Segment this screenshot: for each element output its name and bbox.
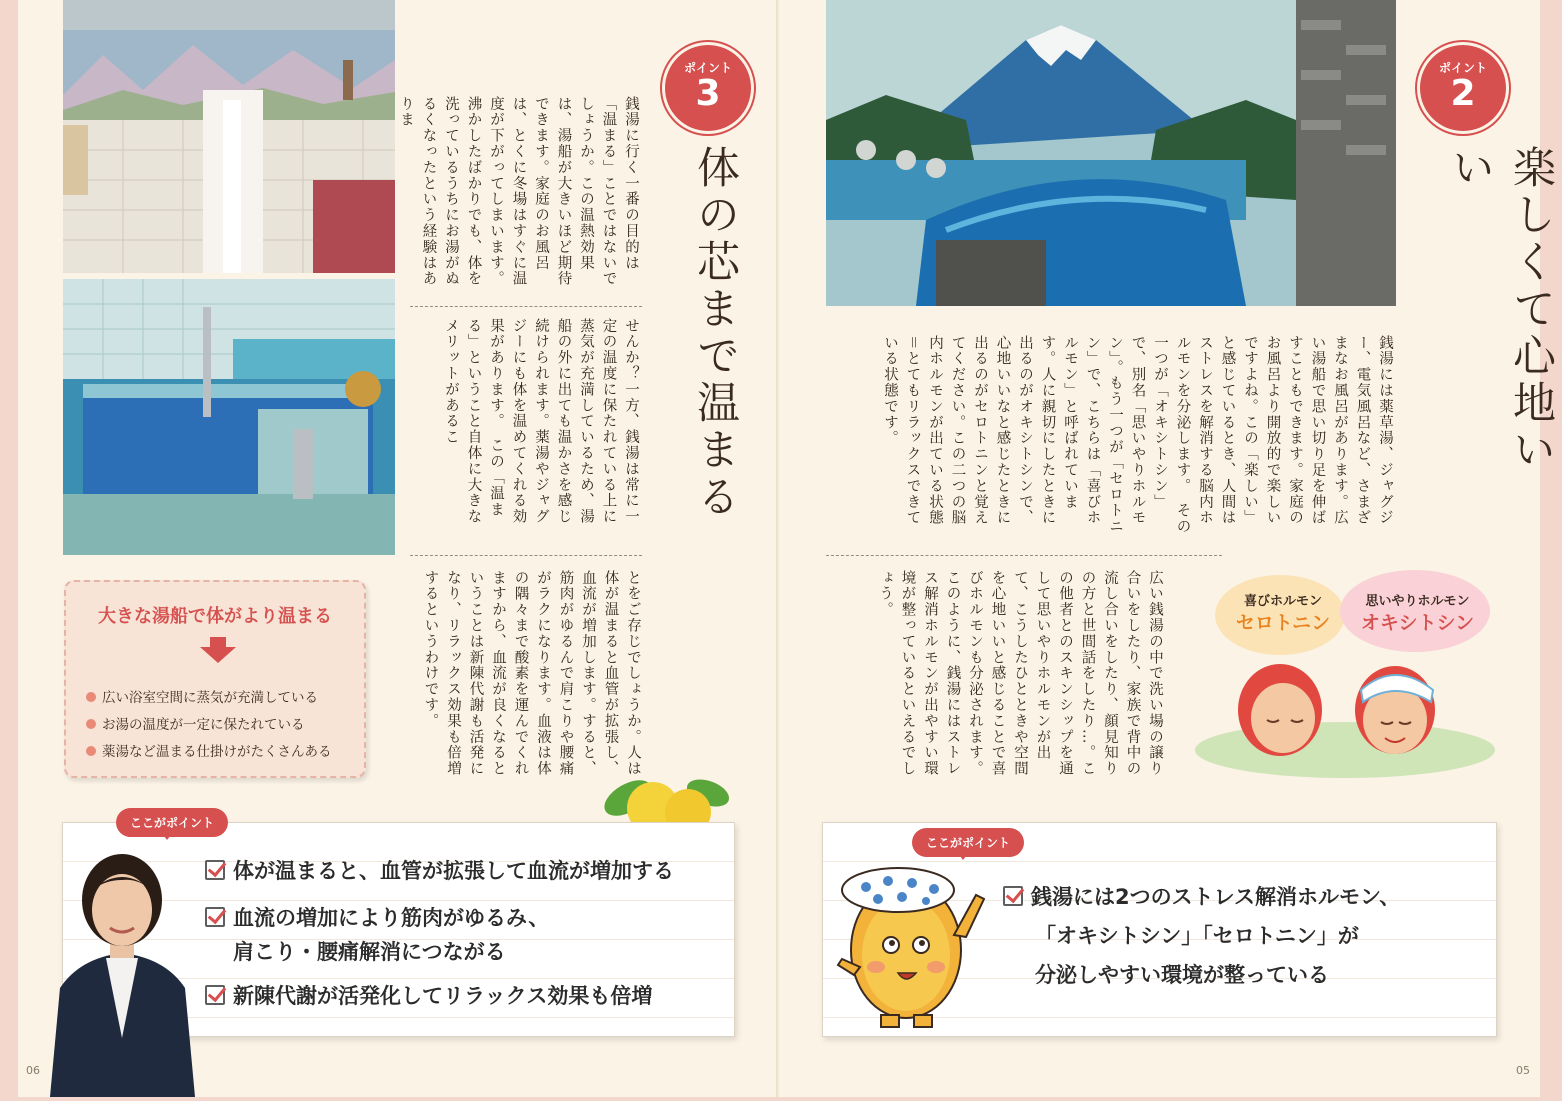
checkbox-icon: [205, 860, 225, 880]
point3-paragraph-1: 銭湯に行く一番の目的は「温まる」ことではないでしょうか。この温熱効果は、湯船が大きいほど期待できます。家庭のお風呂は、とくに冬場はすぐに温度が下がってしまいます。沸かしたばかりでも、体を洗っているうちにお湯がぬるくなったという経験はありま: [398, 96, 639, 287]
summary-item: [86, 740, 332, 760]
checkbox-icon: [205, 985, 225, 1005]
bullet-dot-icon: [86, 719, 96, 729]
down-arrow-icon: [200, 647, 236, 663]
point3-paragraph-2: せんか？一方、銭湯は常に一定の温度に保たれている上に蒸気が充満しているため、湯船の外に出ても温かさを感じ続けられます。薬湯やジャグジーにも体を温めてくれる効果があります。 この「温まる」ということ自体に大きなメリットがあるこ: [443, 318, 639, 525]
left-point-bubble: ここがポイント: [116, 808, 228, 837]
joy-hormone-name: セロトニン: [1235, 612, 1331, 634]
left-point-item-text: 体が温まると、血管が拡張して血流が増加する: [233, 859, 674, 883]
bullet-dot-icon: [86, 746, 96, 756]
summary-item-text: お湯の温度が一定に保たれている: [102, 717, 305, 733]
care-hormone-caption: 思いやりホルモン: [1365, 594, 1470, 609]
summary-item: [86, 713, 305, 733]
point3-paragraph-3: とをご存じでしょうか。人は体が温まると血管が拡張し、血流が増加します。すると、筋肉がゆるんで肩こりや腰痛がラクになります。血液は体の隅々まで酸素を運んでくれますから、血流が良くなるということは新陳代謝も活発になり、リラックス効果も倍増するというわけです。: [422, 570, 641, 777]
left-point-item-text: 新陳代謝が活発化してリラックス効果も倍増: [233, 984, 653, 1008]
summary-item-text: 薬湯など温まる仕掛けがたくさんある: [102, 744, 332, 760]
mascot-illustration: [836, 855, 996, 1030]
right-point-line: 「オキシトシン」「セロトニン」が: [1035, 924, 1359, 948]
divider: [410, 306, 642, 307]
fuji-mural-photo: [826, 0, 1396, 306]
divider: [826, 555, 1222, 556]
summary-item-text: 広い浴室空間に蒸気が充満している: [102, 690, 318, 706]
care-hormone-name: オキシトシン: [1360, 612, 1475, 634]
right-point-bubble: ここがポイント: [912, 828, 1024, 857]
checkbox-icon: [1003, 886, 1023, 906]
bathers-illustration: [1195, 630, 1500, 775]
point2-badge-number: 2: [1450, 73, 1476, 114]
page-number-right: 05: [1516, 1064, 1530, 1077]
joy-hormone-caption: 喜びホルモン: [1243, 594, 1322, 609]
down-arrow-icon-stem: [210, 637, 226, 647]
right-point-line: 分泌しやすい環境が整っている: [1035, 963, 1329, 987]
left-point-item: [205, 980, 652, 1010]
right-point-line-text: 銭湯には2つのストレス解消ホルモン、: [1031, 885, 1401, 909]
left-point-item-text: 血流の増加により筋肉がゆるみ、: [233, 906, 550, 930]
page-number-left: 06: [26, 1064, 40, 1077]
presenter-photo: [40, 848, 205, 1097]
bullet-dot-icon: [86, 692, 96, 702]
point3-badge-number: 3: [695, 73, 721, 114]
summary-item: [86, 686, 318, 706]
bathhouse-photo-mural: [63, 0, 395, 273]
point3-title: 体の芯まで温まる: [690, 145, 740, 521]
left-point-item: [205, 902, 549, 932]
divider: [410, 555, 642, 556]
left-point-item: [205, 855, 674, 885]
left-point-item-continued: 肩こり・腰痛解消につながる: [233, 940, 506, 964]
summary-box: [64, 580, 366, 778]
hormones-illustration: [1195, 570, 1500, 775]
point2-paragraph-2: 広い銭湯の中で洗い場の譲り合いをしたり、家族で背中の流し合いをしたり、顔見知りの方と世間話をしたり…。この他者とのスキンシップを通して思いやりホルモンが出て、こうしたひとときや空間を心地いいと感じることで喜びホルモンも分泌されます。このように、銭湯にはストレス解消ホルモンが出やすい環境が整っているといえるでしょう。: [877, 570, 1163, 777]
point2-badge: [1420, 45, 1506, 131]
bathhouse-photo-tub: [63, 279, 395, 555]
point3-badge: [665, 45, 751, 131]
point3-badge-label: ポイント: [683, 61, 732, 75]
checkbox-icon: [205, 907, 225, 927]
point2-badge-label: ポイント: [1438, 61, 1487, 75]
summary-box-title: 大きな湯船で体がより温まる: [98, 606, 332, 627]
right-point-line: [1003, 881, 1400, 911]
point2-paragraph-1: 銭湯には薬草湯、ジャグジー、電気風呂など、さまざまなお風呂があります。広い湯船で思い切り足を伸ばすこともできます。家庭のお風呂より開放的で楽しいですよね。この「楽しい」と感じているとき、人間はストレスを解消する脳内ホルモンを分泌します。 その一つが「オキシトシン」で、別名「思いやりホルモン」。もう一つが「セロトニン」で、こちらは「喜びホルモン」と呼ばれています。人に親切にしたときに出るのがオキシトシンで、心地いいなと感じたときに出るのがセロトニンと覚えてください。この二つの脳内ホルモンが出ている状態＝とてもリラックスできている状態です。: [882, 335, 1393, 535]
point2-title: 楽しくて心地いい: [1445, 145, 1556, 474]
